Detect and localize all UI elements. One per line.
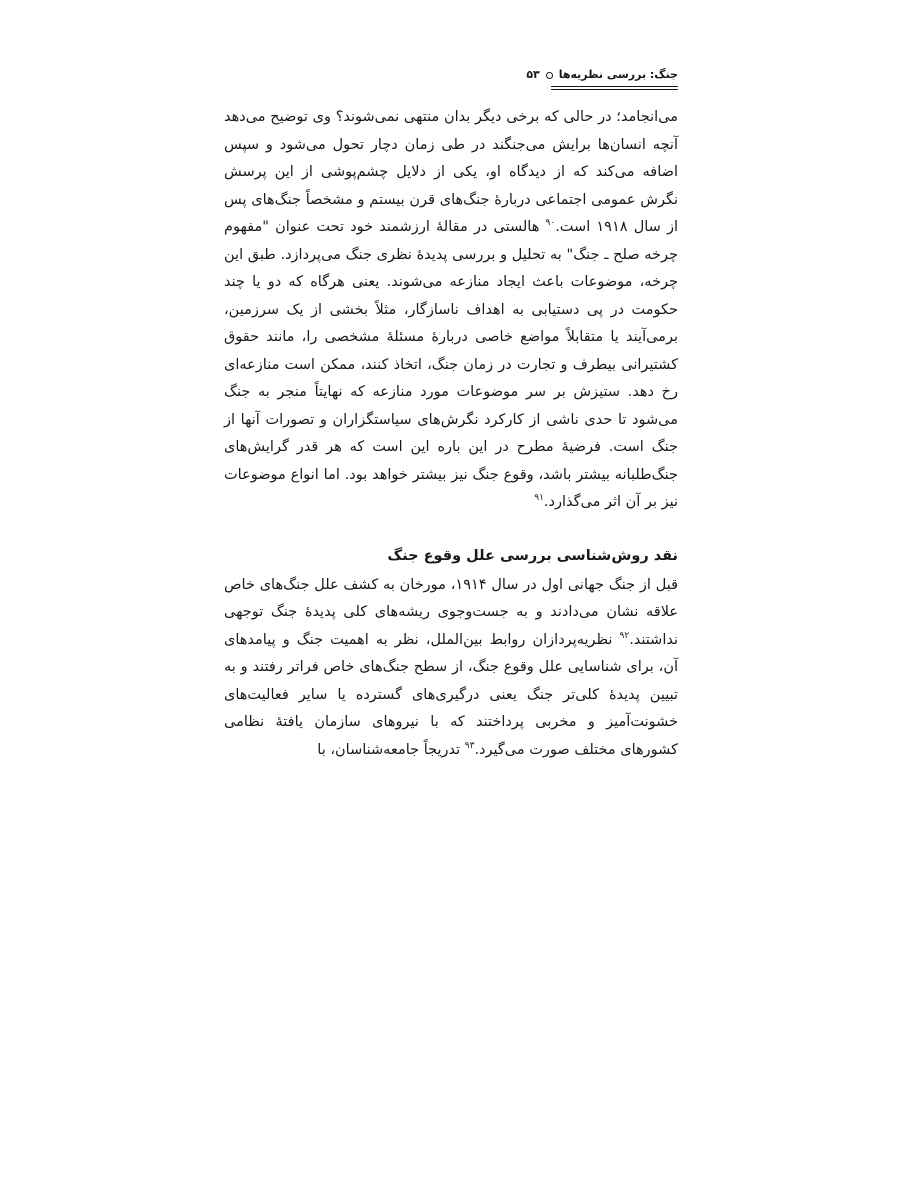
body-paragraph-1 [224, 104, 678, 517]
paragraph-1-text-part-2: هالستی در مقالهٔ ارزشمند خود تحت عنوان "مفهوم چرخه صلح ـ جنگ" به تحلیل و بررسی پدیدهٔ نظری جنگ می‌پردازد. طبق این چرخه، موضوعات باعث ایجاد منازعه می‌شوند. یعنی هرگاه که دو یا چند حکومت در پی دستیابی به اهداف ناسازگار، مثلاً بخشی از یک سرزمین، برمی‌آیند یا متقابلاً مواضع خاصی دربارهٔ مسئلهٔ مشخصی را، مانند حقوق کشتیرانی بیطرف و تجارت در زمان جنگ، اتخاذ کنند، ممکن است منازعه‌ای رخ دهد. ستیزش بر سر موضوعات مورد منازعه که نهایتاً منجر به جنگ می‌شود تا حدی ناشی از کارکرد نگرش‌های سیاستگزاران و تصورات آنها از جنگ است. فرضیهٔ مطرح در این باره این است که هر قدر گرایش‌های جنگ‌طلبانه بیشتر باشد، وقوع جنگ نیز بیشتر خواهد بود. اما انواع موضوعات نیز بر آن اثر می‌گذارد. [224, 219, 678, 510]
running-head [224, 64, 678, 86]
paragraph-2-text-part-1: قبل از جنگ جهانی اول در سال ۱۹۱۴، مورخان به کشف علل جنگ‌های خاص علاقه نشان می‌دادند و به جست‌وجوی ریشه‌های کلی پدیدهٔ جنگ توجهی نداشتند. [224, 576, 678, 648]
footnote-ref-90[interactable]: ۹۰ [545, 218, 556, 229]
page-number: ۵۳ [526, 68, 540, 81]
paragraph-2-text-part-2: نظریه‌پردازان روابط بین‌الملل، نظر به اهمیت جنگ و پیامدهای آن، برای شناسایی علل وقوع جنگ، از سطح جنگ‌های خاص فراتر رفتند و به تبیین پدیدهٔ کلی‌تر جنگ یعنی درگیری‌های گسترده یا سایر فعالیت‌های خشونت‌آمیز و مخربی پرداختند که با نیروهای سازمان یافتهٔ نظامی کشورهای مختلف صورت می‌گیرد. [224, 631, 678, 758]
footnote-ref-93[interactable]: ۹۳ [464, 740, 475, 751]
section-heading: نقد روش‌شناسی بررسی علل وقوع جنگ [387, 547, 678, 564]
book-page [224, 64, 678, 764]
footnote-ref-92[interactable]: ۹۲ [619, 630, 630, 641]
paragraph-2-text-part-3: تدریجاً جامعه‌شناسان، با [317, 741, 465, 758]
circle-ornament-icon [546, 72, 553, 79]
paragraph-1-text-part-1: می‌انجامد؛ در حالی که برخی دیگر بدان منتهی نمی‌شوند؟ وی توضیح می‌دهد آنچه انسان‌ها برایش می‌جنگند در طی زمان دچار تحول می‌شود و سپس اضافه می‌کند که از دیدگاه او، یکی از دلایل چشم‌پوشی از این پرسش نگرش عمومی اجتماعی دربارهٔ جنگ‌های قرن بیستم و مشخصاً جنگ‌های پس از سال ۱۹۱۸ است. [224, 109, 678, 235]
body-paragraph-2 [224, 572, 678, 765]
footnote-ref-91[interactable]: ۹۱ [534, 493, 544, 504]
header-double-rule [551, 86, 678, 90]
running-head-title: جنگ: بررسی نظریه‌ها [558, 68, 678, 81]
